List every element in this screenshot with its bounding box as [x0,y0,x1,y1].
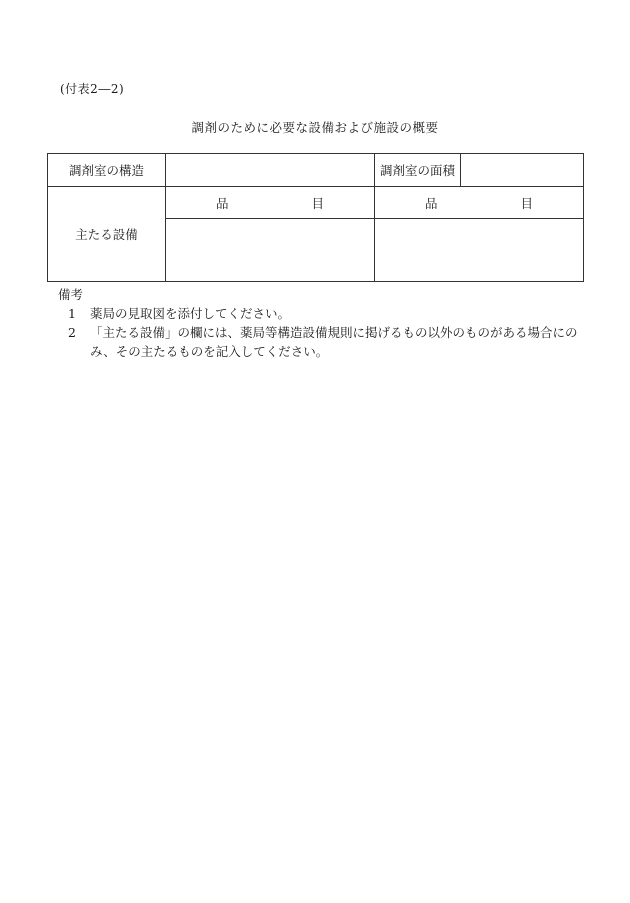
note-number: 1 [68,306,76,321]
area-row [375,154,584,187]
items-field-left[interactable] [166,219,375,282]
attachment-label: (付表2―2) [60,82,125,96]
equipment-label: 主たる設備 [48,187,166,282]
items-header-right-char-2: 目 [520,195,533,211]
area-field[interactable] [461,154,583,186]
area-label: 調剤室の面積 [375,154,461,186]
structure-label: 調剤室の構造 [48,154,166,187]
items-header-right [375,187,584,219]
notes-heading: 備考 [58,287,84,302]
items-field-right[interactable] [375,219,584,282]
items-header-left [166,187,375,219]
note-item [58,323,588,361]
items-header-left-char-1: 品 [216,195,229,211]
structure-field[interactable] [166,154,375,187]
notes-section [58,285,588,361]
note-number: 2 [68,325,76,340]
note-item [58,304,588,323]
document-title: 調剤のために必要な設備および施設の概要 [191,120,439,135]
note-text: 薬局の見取図を添付してください。 [90,306,291,321]
note-text: 「主たる設備」の欄には、薬局等構造設備規則に掲げるもの以外のものがある場合にのみ、その主たるものを記入してください。 [90,325,578,359]
items-header-left-char-2: 目 [311,195,324,211]
equipment-form-table [47,153,584,282]
items-header-right-char-1: 品 [425,195,438,211]
